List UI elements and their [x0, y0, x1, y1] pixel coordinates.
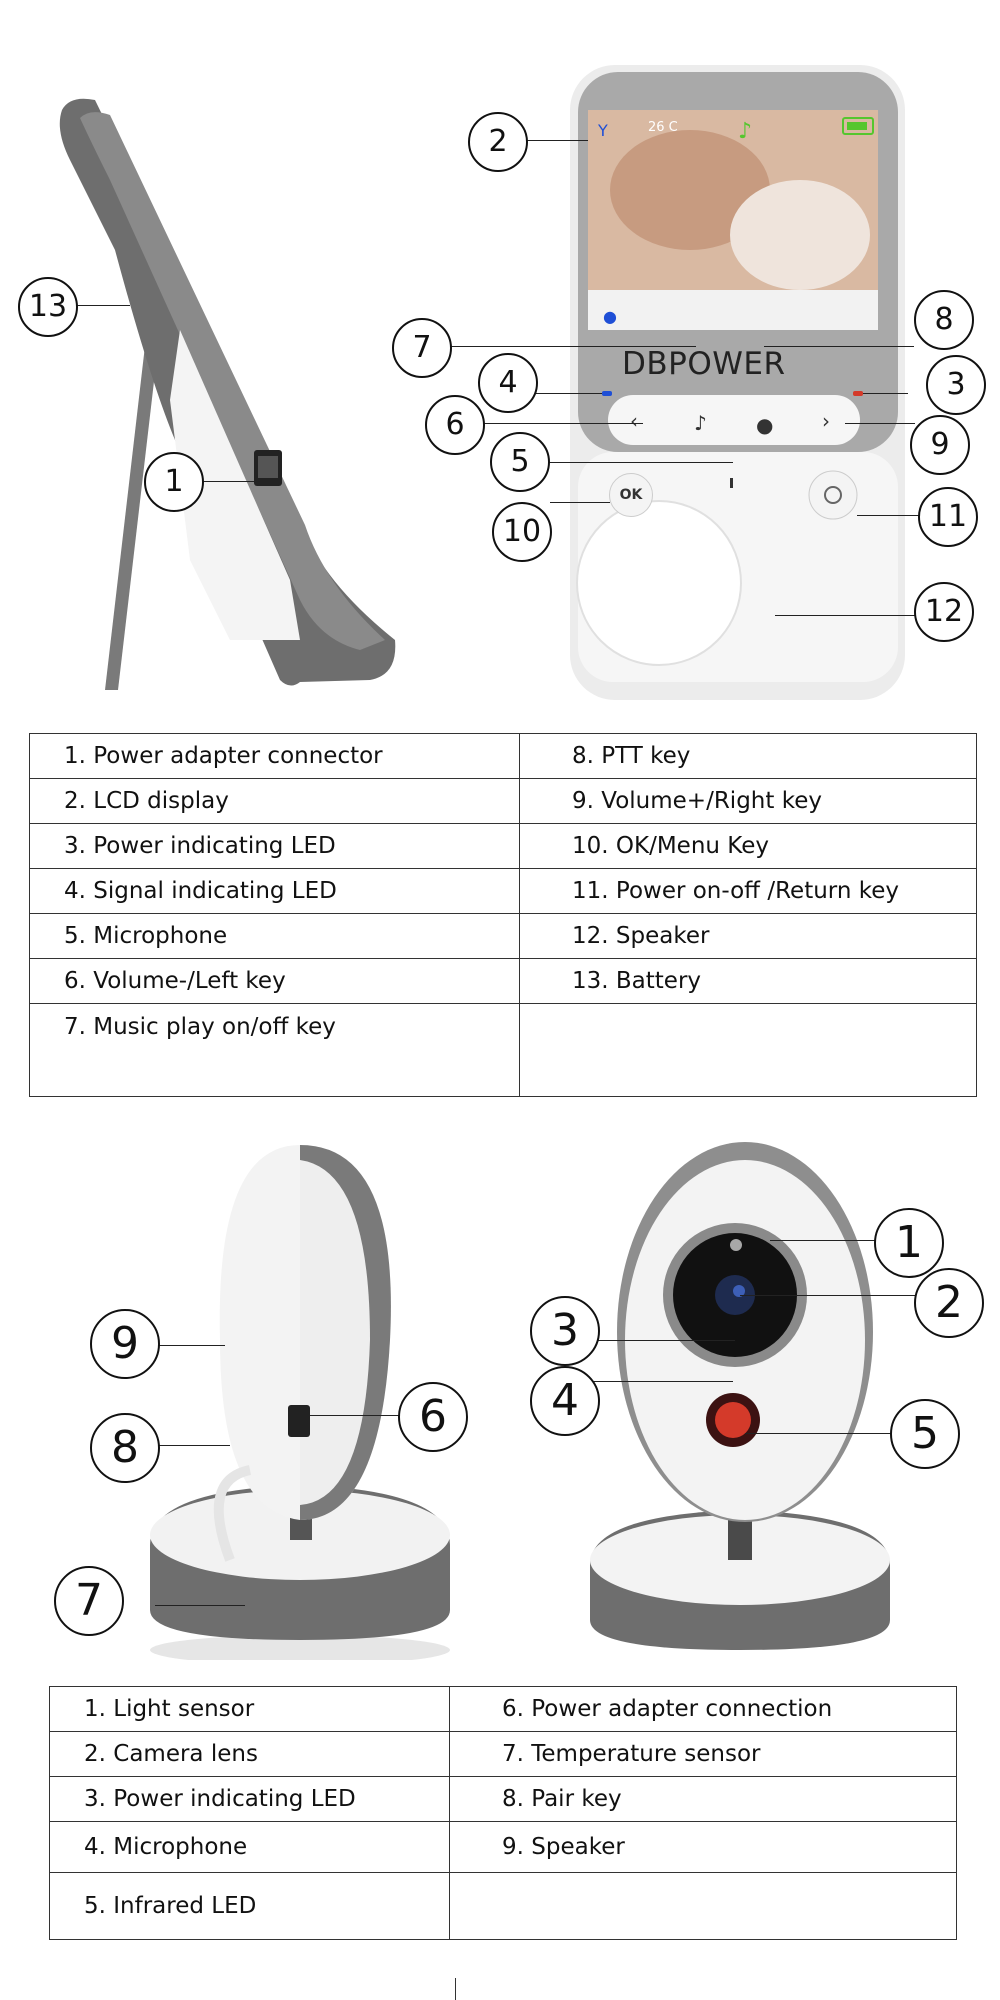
- leader-7: [448, 346, 696, 347]
- callout-13: 13: [18, 277, 78, 337]
- legend-cell: 7. Temperature sensor: [450, 1732, 957, 1777]
- table-row: [50, 1687, 957, 1732]
- leader-3: [863, 393, 908, 394]
- legend-cell: 2. Camera lens: [50, 1732, 450, 1777]
- callout-4: 4: [478, 353, 538, 413]
- legend-cell: 5. Microphone: [30, 914, 520, 959]
- legend-cell: 3. Power indicating LED: [30, 824, 520, 869]
- legend-cell: [520, 1004, 977, 1097]
- camera-front-view: [0, 1140, 1000, 1660]
- callout-6: 6: [425, 395, 485, 455]
- leader-6: [483, 423, 643, 424]
- svg-text:Y: Y: [598, 121, 608, 140]
- legend-cell: 6. Volume-/Left key: [30, 959, 520, 1004]
- temperature-readout: 26 C: [648, 120, 678, 135]
- monitor-legend-table: [29, 733, 977, 1097]
- table-row: [30, 779, 977, 824]
- leader-13: [74, 305, 130, 306]
- callout-c4: 4: [530, 1366, 600, 1436]
- leader-c2: [740, 1295, 915, 1296]
- legend-cell: 4. Signal indicating LED: [30, 869, 520, 914]
- callout-1: 1: [144, 452, 204, 512]
- svg-text:›: ›: [822, 409, 830, 433]
- leader-c4: [588, 1381, 733, 1382]
- legend-cell: 3. Power indicating LED: [50, 1777, 450, 1822]
- callout-5: 5: [490, 432, 550, 492]
- legend-cell: 1. Power adapter connector: [30, 734, 520, 779]
- legend-cell: 13. Battery: [520, 959, 977, 1004]
- callout-11: 11: [918, 487, 978, 547]
- svg-text:‹: ‹: [630, 409, 638, 433]
- table-row: [50, 1873, 957, 1940]
- svg-text:♪: ♪: [738, 119, 753, 144]
- camera-legend-table: [49, 1686, 957, 1940]
- leader-c3: [595, 1340, 735, 1341]
- leader-c7: [155, 1605, 245, 1606]
- leader-4: [532, 393, 602, 394]
- table-row: [30, 1004, 977, 1097]
- leader-c1: [770, 1240, 875, 1241]
- legend-cell: 8. PTT key: [520, 734, 977, 779]
- legend-cell: 7. Music play on/off key: [30, 1004, 520, 1097]
- leader-9: [845, 423, 915, 424]
- legend-cell: 11. Power on-off /Return key: [520, 869, 977, 914]
- callout-c2: 2: [914, 1268, 984, 1338]
- leader-8: [764, 346, 914, 347]
- callout-12: 12: [914, 582, 974, 642]
- leader-c9: [155, 1345, 225, 1346]
- callout-c6: 6: [398, 1382, 468, 1452]
- callout-c7: 7: [54, 1566, 124, 1636]
- legend-cell: 5. Infrared LED: [50, 1873, 450, 1940]
- leader-12: [775, 615, 915, 616]
- leader-11: [857, 515, 919, 516]
- legend-cell: 9. Speaker: [450, 1822, 957, 1873]
- callout-c3: 3: [530, 1296, 600, 1366]
- callout-c8: 8: [90, 1413, 160, 1483]
- legend-cell: 4. Microphone: [50, 1822, 450, 1873]
- legend-cell: 10. OK/Menu Key: [520, 824, 977, 869]
- callout-c9: 9: [90, 1309, 160, 1379]
- table-row: [30, 869, 977, 914]
- legend-cell: 1. Light sensor: [50, 1687, 450, 1732]
- callout-10: 10: [492, 502, 552, 562]
- leader-10: [550, 502, 610, 503]
- table-row: [30, 959, 977, 1004]
- table-divider-tail: [455, 1978, 456, 2000]
- table-row: [50, 1822, 957, 1873]
- callout-9: 9: [910, 415, 970, 475]
- legend-cell: 9. Volume+/Right key: [520, 779, 977, 824]
- leader-2: [526, 140, 588, 141]
- callout-2: 2: [468, 112, 528, 172]
- callout-c1: 1: [874, 1208, 944, 1278]
- callout-3: 3: [926, 355, 986, 415]
- svg-text:♪: ♪: [694, 411, 707, 435]
- callout-7: 7: [392, 318, 452, 378]
- legend-cell: [450, 1873, 957, 1940]
- legend-cell: 12. Speaker: [520, 914, 977, 959]
- table-row: [30, 914, 977, 959]
- table-row: [50, 1732, 957, 1777]
- callout-8: 8: [914, 290, 974, 350]
- leader-c8: [155, 1445, 230, 1446]
- brand-label: DBPOWER: [622, 346, 786, 382]
- monitor-front-view: [0, 0, 1000, 700]
- table-row: [30, 734, 977, 779]
- leader-c6: [300, 1415, 400, 1416]
- legend-cell: 6. Power adapter connection: [450, 1687, 957, 1732]
- leader-5: [543, 462, 733, 463]
- ok-button: OK: [609, 473, 653, 517]
- legend-cell: 8. Pair key: [450, 1777, 957, 1822]
- callout-c5: 5: [890, 1399, 960, 1469]
- table-row: [50, 1777, 957, 1822]
- legend-cell: 2. LCD display: [30, 779, 520, 824]
- svg-text:●: ●: [756, 413, 774, 437]
- svg-text:●: ●: [603, 307, 617, 326]
- table-row: [30, 824, 977, 869]
- leader-c5: [745, 1433, 895, 1434]
